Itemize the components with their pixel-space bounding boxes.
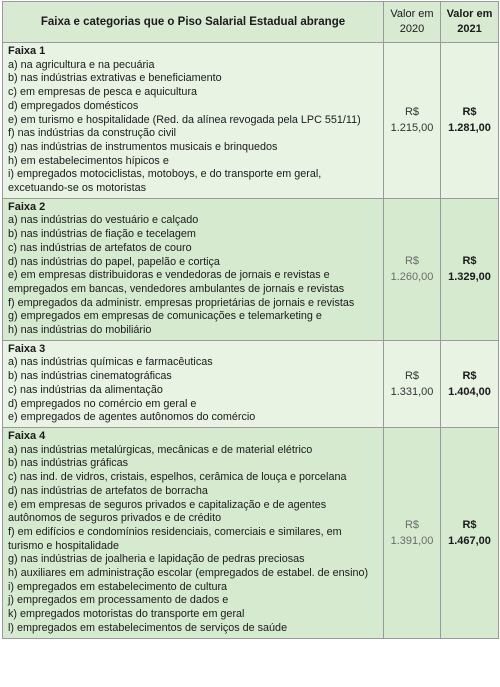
list-item: j) empregados em processamento de dados e <box>8 594 229 607</box>
list-item: i) empregados motociclistas, motoboys, e do transporte em geral, excetuando-se os motoristas <box>8 168 322 195</box>
faixa-categories <box>3 43 384 199</box>
header-value-2020: Valor em 2020 <box>384 2 441 43</box>
list-item: f) nas indústrias da construção civil <box>8 127 177 140</box>
list-item: a) nas indústrias metalúrgicas, mecânicas e de material elétrico <box>8 443 313 456</box>
faixa-title: Faixa 2 <box>8 200 46 213</box>
list-item: c) nas indústrias de artefatos de couro <box>8 241 192 254</box>
list-item: b) nas indústrias cinematográficas <box>8 370 172 383</box>
amount: 1.391,00 <box>390 534 434 547</box>
faixa-categories <box>3 340 384 427</box>
list-item: k) empregados motoristas do transporte em geral <box>8 608 245 621</box>
amount: 1.329,00 <box>448 271 491 284</box>
table-header-row <box>3 2 499 43</box>
list-item: h) auxiliares em administração escolar (empregados de estabel. de ensino) <box>8 567 369 580</box>
list-item: e) empregados de agentes autônomos do comércio <box>8 411 256 424</box>
table-row <box>3 427 499 638</box>
faixa-title: Faixa 3 <box>8 342 46 355</box>
list-item: f) empregados da administr. empresas proprietárias de jornais e revistas <box>8 296 355 309</box>
list-item: a) nas indústrias do vestuário e calçado <box>8 214 199 227</box>
list-item: h) nas indústrias do mobiliário <box>8 324 152 337</box>
amount: 1.281,00 <box>448 122 491 135</box>
list-item: d) nas indústrias de artefatos de borracha <box>8 484 208 497</box>
table-row <box>3 340 499 427</box>
table-row <box>3 43 499 199</box>
value-2020-cell <box>384 198 441 340</box>
list-item: i) empregados em estabelecimento de cultura <box>8 580 228 593</box>
amount: 1.404,00 <box>448 385 491 398</box>
faixa-title: Faixa 1 <box>8 45 46 57</box>
list-item: d) empregados no comércio em geral e <box>8 397 197 410</box>
header-value-2021: Valor em 2021 <box>441 2 499 43</box>
value-2021-cell <box>441 43 499 199</box>
list-item: d) empregados domésticos <box>8 99 139 112</box>
list-item: g) nas indústrias de instrumentos musicais e brinquedos <box>8 140 278 153</box>
currency-symbol: R$ <box>404 518 420 531</box>
amount: 1.260,00 <box>390 271 434 284</box>
header-category: Faixa e categorias que o Piso Salarial Estadual abrange <box>3 2 384 43</box>
list-item: b) nas indústrias de fiação e tecelagem <box>8 228 196 241</box>
faixa-categories <box>3 198 384 340</box>
currency-symbol: R$ <box>404 369 420 382</box>
salary-floor-table <box>2 1 499 639</box>
list-item: f) em edifícios e condomínios residenciais, comerciais e similares, em turismo e hospitalidade <box>8 525 342 552</box>
list-item: e) em empresas distribuidoras e vendedoras de jornais e revistas e empregados em bancas, vendedores ambulantes de jornais e revistas <box>8 269 345 295</box>
currency-symbol: R$ <box>404 255 420 268</box>
list-item: c) nas indústrias da alimentação <box>8 383 163 396</box>
list-item: c) nas ind. de vidros, cristais, espelhos, cerâmica de louça e porcelana <box>8 471 347 484</box>
list-item: h) em estabelecimentos hípicos e <box>8 154 169 167</box>
currency-symbol: R$ <box>462 106 477 119</box>
list-item: b) nas indústrias gráficas <box>8 457 129 470</box>
list-item: c) em empresas de pesca e aquicultura <box>8 86 198 99</box>
value-2021-cell <box>441 427 499 638</box>
table-row <box>3 198 499 340</box>
list-item: d) nas indústrias do papel, papelão e cortiça <box>8 255 220 268</box>
list-item: b) nas indústrias extrativas e beneficiamento <box>8 72 222 85</box>
currency-symbol: R$ <box>462 369 477 382</box>
value-2021-cell <box>441 198 499 340</box>
list-item: l) empregados em estabelecimentos de serviços de saúde <box>8 621 288 634</box>
currency-symbol: R$ <box>462 518 477 531</box>
amount: 1.331,00 <box>390 385 434 398</box>
list-item: e) em empresas de seguros privados e capitalização e de agentes autônomos de seguros privados e de crédito <box>8 498 327 525</box>
list-item: a) nas indústrias químicas e farmacêuticas <box>8 356 213 369</box>
faixa-title: Faixa 4 <box>8 429 46 442</box>
value-2020-cell <box>384 340 441 427</box>
value-2021-cell <box>441 340 499 427</box>
list-item: e) em turismo e hospitalidade (Red. da alínea revogada pela LPC 551/11) <box>8 113 361 126</box>
value-2020-cell <box>384 43 441 199</box>
value-2020-cell <box>384 427 441 638</box>
amount: 1.215,00 <box>390 122 434 135</box>
list-item: g) nas indústrias de joalheria e lapidação de pedras preciosas <box>8 553 305 566</box>
currency-symbol: R$ <box>404 106 420 119</box>
list-item: g) empregados em empresas de comunicações e telemarketing e <box>8 310 322 323</box>
currency-symbol: R$ <box>462 255 477 268</box>
amount: 1.467,00 <box>448 534 491 547</box>
salary-table-container <box>2 1 498 639</box>
list-item: a) na agricultura e na pecuária <box>8 58 155 71</box>
faixa-categories <box>3 427 384 638</box>
